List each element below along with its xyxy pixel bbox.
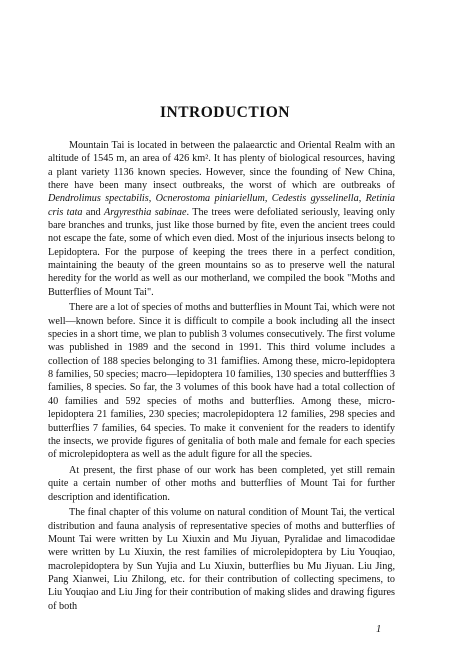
species-name: Cedestis gysselinella xyxy=(271,193,359,205)
page-number: 1 xyxy=(376,624,382,635)
text-run: There are a lot of species of moths and butterflies in Mount Tai, which were not well—known before. Since it is difficult to compile a book including all the insect species in a short time, we plan to publish 3 volumes consecutively. The first volume was published in 1989 and the second in 1991. This third volume includes a collection of 188 species belonging to 31 famiflies. Among these, micro-lepidoptera 8 families, 50 species; macro—lepidoptera 10 families, 130 species and butterfflies 3 families, 8 species. So far, the 3 volumes of this book have had a total collection of 40 families and 592 species of moths and butterflies. Among these, micro-lepidoptera 21 families, 230 species; macrolepidoptera 12 families, 298 species and butterflies 7 families, 64 species. To make it convenient for the readers to identify the insects, we provide figures of genitalia of both male and female for each species of microlepidoptera as well as the adult figure for all the species. xyxy=(48,302,395,461)
text-run: , xyxy=(264,193,272,205)
paragraph xyxy=(48,301,395,461)
text-run: , xyxy=(148,193,156,205)
species-name: Dendrolimus spectabilis xyxy=(48,193,149,205)
paragraph xyxy=(48,464,395,504)
text-run: The final chapter of this volume on natural condition of Mount Tai, the vertical distribution and fauna analysis of representative species of moths and butterflies of Mount Tai were written by Lu Xiuxin and Mu Jiyuan, Pyralidae and limacodidae were written by Lu Xiuxin, the rest families of microlepidoptera by Liu Youqiao, macrolepidoptera by Sun Yujia and Lu Xiuxin, butterflies bu Mu Jiyuan. Liu Jing, Pang Xianwei, Liu Zhilong, etc. for their contribution of collecting specimens, to Liu Youqiao and Liu Jing for their contribution of making slides and drawing figures of both xyxy=(48,507,395,612)
text-run: . The trees were defoliated seriously, leaving only bare branches and trunks, just like those burned by fite, even the ancient trees could not escape the fate, some of which even died. Most of the injurious insects belong to Lepidoptera. For the purpose of keeping the trees there in a perfect condition, maintaining the beauty of the green mountains so as to preserve well the natural heredity for the world as well as our motherland, we compiled the book "Moths and Butterflies of Mount Tai". xyxy=(48,206,395,298)
text-run: Mountain Tai is located in between the palaearctic and Oriental Realm with an altitude of 1545 m, an area of 426 km². It has plenty of biological resources, having a plant variety 1136 known species. However, since the founding of New China, there have been many insect outbreaks, the worst of which are outbreaks of xyxy=(48,140,395,192)
page-title: INTRODUCTION xyxy=(159,104,290,121)
introduction-body xyxy=(48,139,395,615)
species-name: Argyresthia sabinae xyxy=(104,206,187,218)
text-run: At present, the first phase of our work has been completed, yet still remain quite a certain number of other moths and butterflies of Mount Tai for further description and identification. xyxy=(48,464,395,503)
species-name: Retinia cris tata xyxy=(48,193,396,218)
text-run: , xyxy=(358,193,366,205)
paragraph xyxy=(48,139,395,299)
text-run: and xyxy=(82,206,105,218)
paragraph xyxy=(48,506,395,613)
species-name: Ocnerostoma piniariellum xyxy=(155,193,265,205)
